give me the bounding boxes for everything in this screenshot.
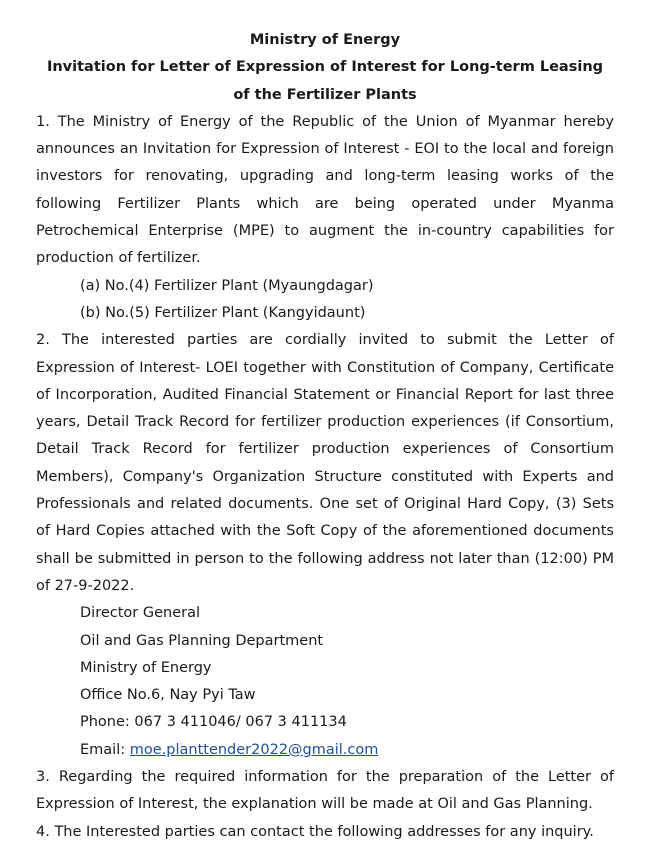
address-department: Oil and Gas Planning Department: [80, 632, 324, 649]
section-3-paragraph: 3. Regarding the required information for the preparation of the Letter of Expression of Interest, the explanation will be made at Oil and Gas Planning.: [36, 769, 614, 813]
submission-address: [36, 600, 614, 764]
address-office: Office No.6, Nay Pyi Taw: [80, 687, 256, 704]
address-recipient: Director General: [80, 605, 201, 622]
email-link[interactable]: moe.planttender2022@gmail.com: [129, 741, 379, 758]
section-2-paragraph: 2. The interested parties are cordially invited to submit the Letter of Expression of Interest- LOEI together with Constitution of Company, Certificate of Incorporation, Audited Financial Statement or Financial Report for last three years, Detail Track Record for fertilizer production experiences (if Consortium, Detail Track Record for fertilizer production experiences of Consortium Members), Company's Organization Structure constituted with Experts and Professionals and related documents. One set of Original Hard Copy, (3) Sets of Hard Copies attached with the Soft Copy of the aforementioned documents shall be submitted in person to the following address not later than (12:00) PM of 27-9-2022.: [36, 332, 614, 594]
address-phone: Phone: 067 3 411046/ 067 3 411134: [80, 714, 347, 731]
email-label: Email:: [80, 741, 130, 758]
address-ministry: Ministry of Energy: [80, 659, 212, 676]
plant-item-a: (a) No.(4) Fertilizer Plant (Myaungdagar): [80, 277, 374, 294]
ministry-title: Ministry of Energy: [249, 32, 401, 48]
invitation-subtitle: of the Fertilizer Plants: [233, 86, 417, 103]
invitation-title: Invitation for Letter of Expression of Interest for Long-term Leasing: [46, 59, 604, 76]
section-1-paragraph: 1. The Ministry of Energy of the Republic of the Union of Myanmar hereby announces an Invitation for Expression of Interest - EOI to the local and foreign investors for renovating, upgrading and long-term leasing works of the following Fertilizer Plants which are being operated under Myanma Petrochemical Enterprise (MPE) to augment the in-country capabilities for production of fertilizer.: [36, 113, 614, 267]
address-email-line: [36, 737, 614, 764]
plant-item-b: (b) No.(5) Fertilizer Plant (Kangyidaunt): [80, 304, 366, 321]
section-4-paragraph: 4. The Interested parties can contact the following addresses for any inquiry.: [36, 823, 594, 840]
